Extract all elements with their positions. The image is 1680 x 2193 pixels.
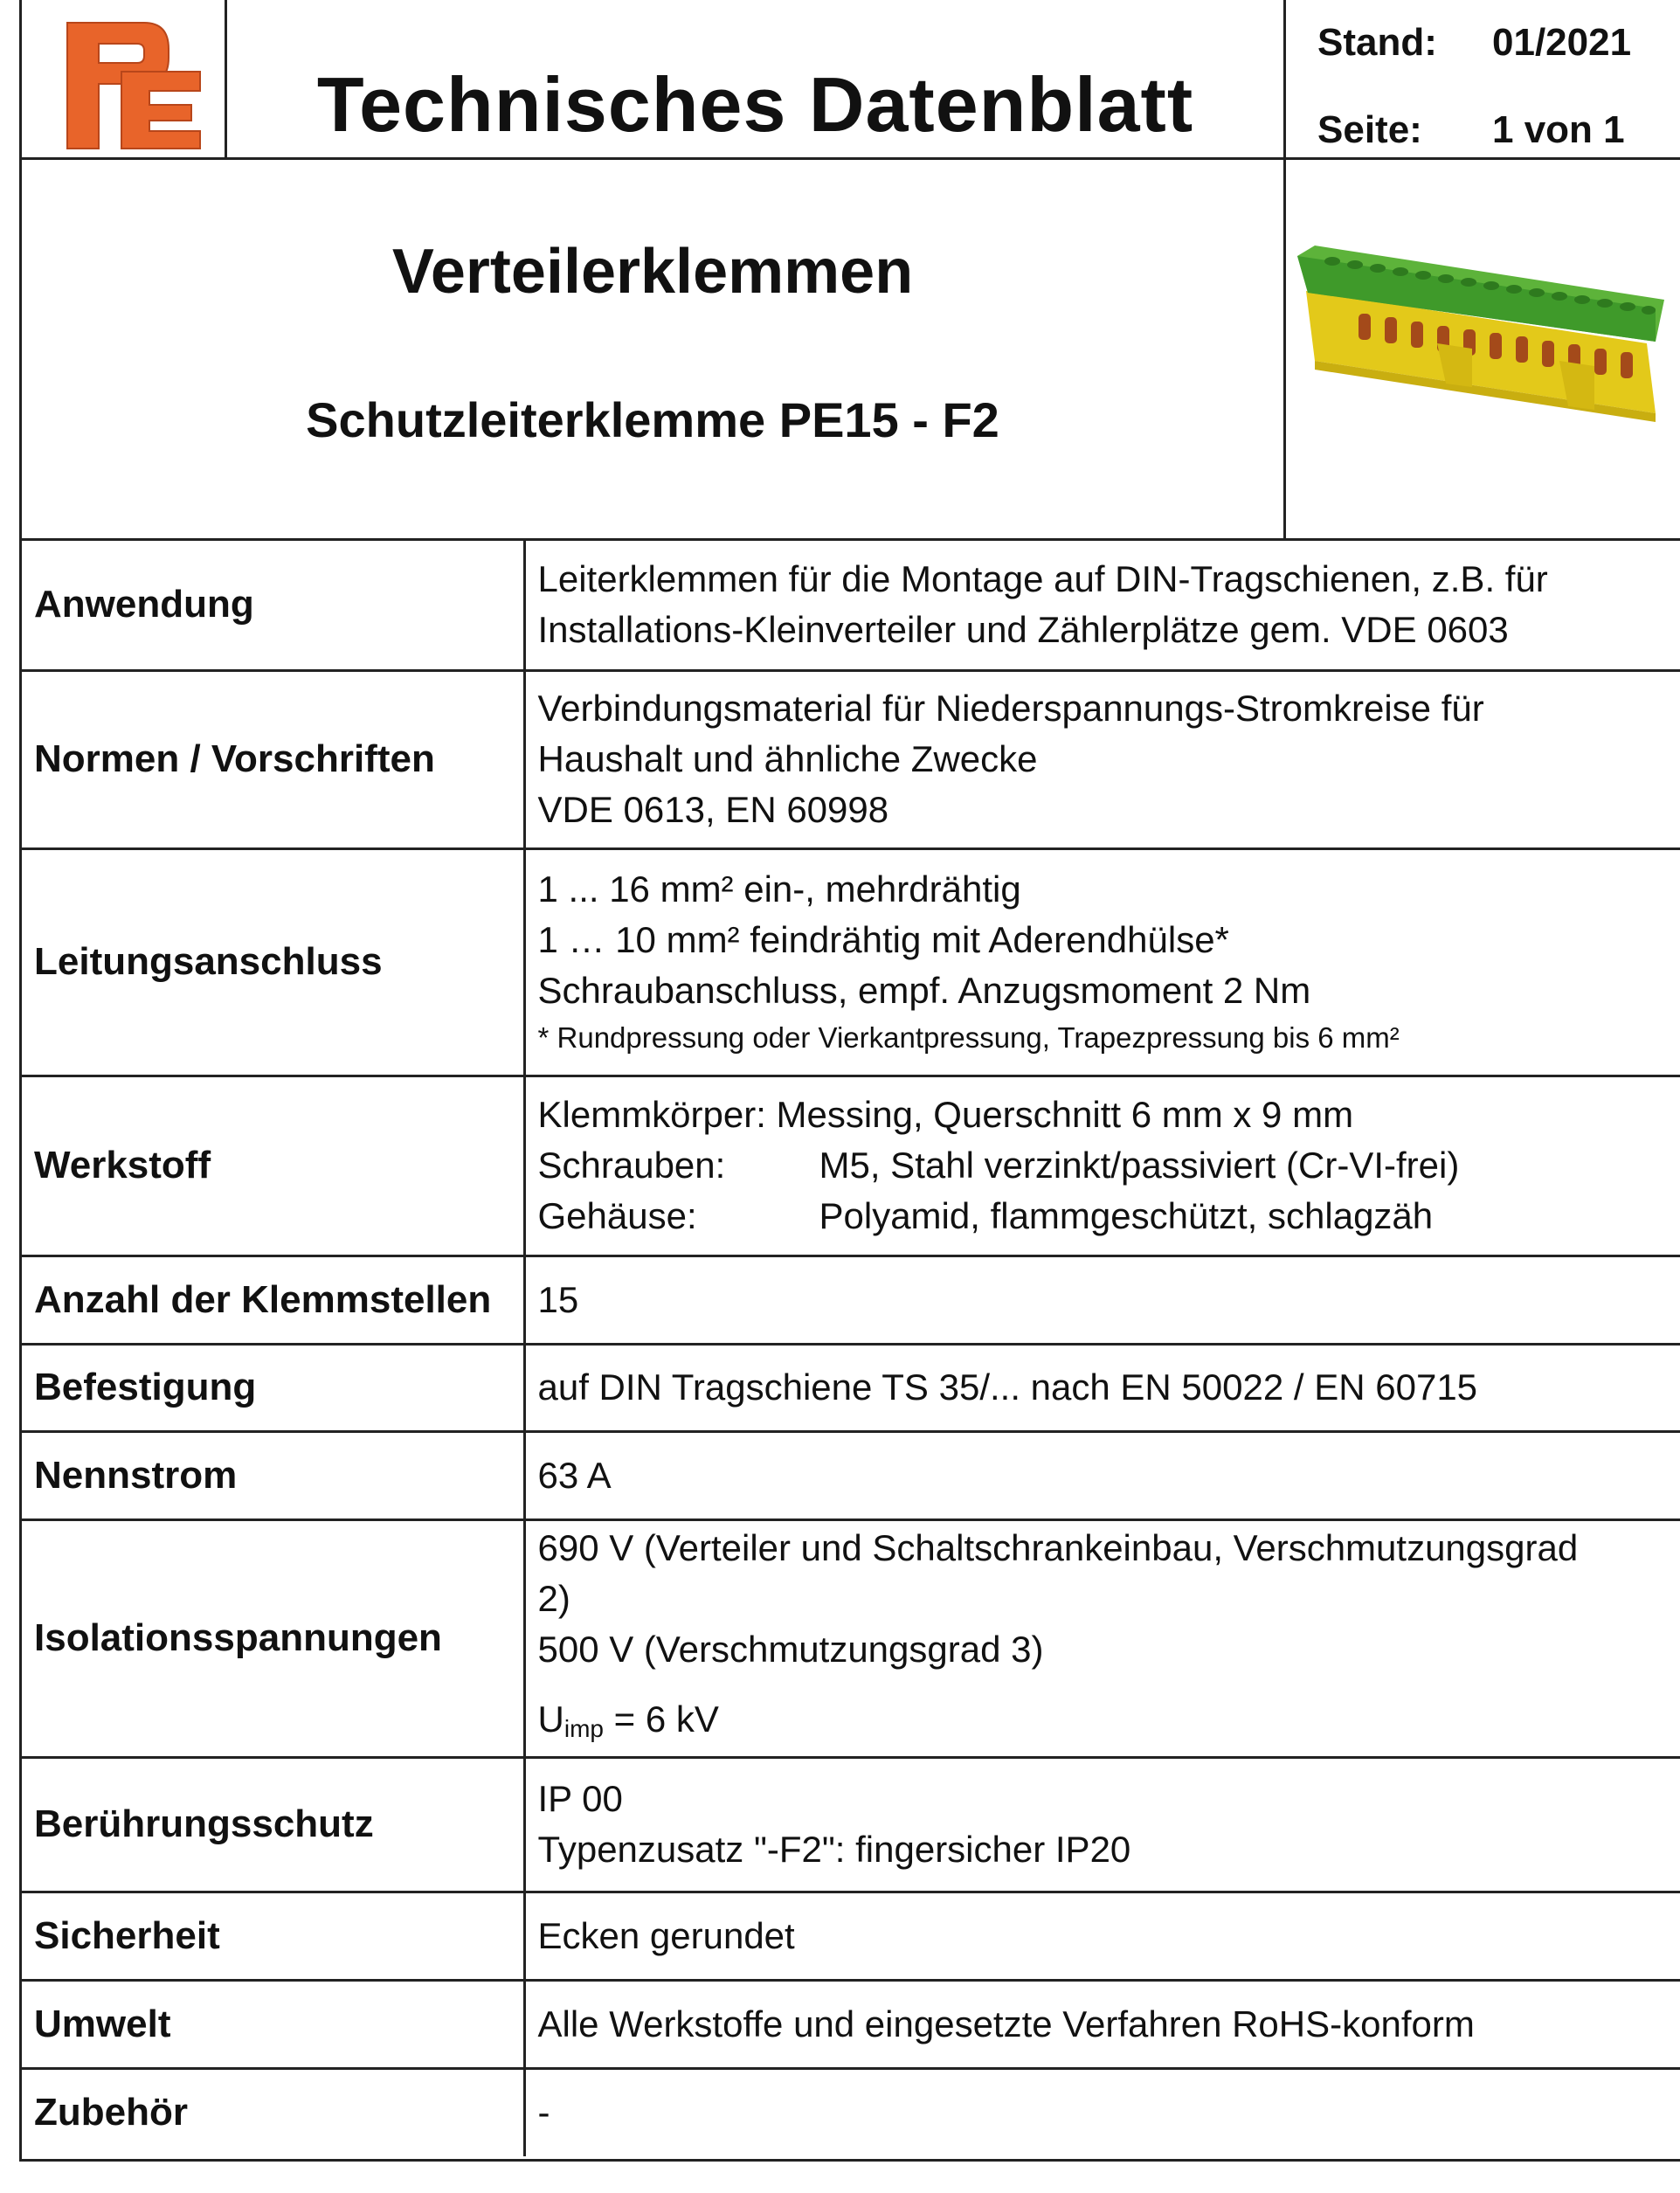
label-zubehoer: Zubehör	[22, 2068, 524, 2156]
seite-label: Seite:	[1317, 108, 1422, 151]
label-sicherheit: Sicherheit	[22, 1892, 524, 1980]
row-leitungsanschluss	[22, 848, 1680, 1076]
value-leitungsanschluss	[524, 848, 1680, 1076]
meta-cell	[1286, 0, 1680, 157]
row-anwendung	[22, 541, 1680, 670]
text-line: Haushalt und ähnliche Zwecke	[537, 738, 1038, 779]
seite-value: 1 von 1	[1492, 108, 1625, 151]
logo-cell	[22, 0, 227, 157]
label-umwelt: Umwelt	[22, 1980, 524, 2068]
company-logo	[64, 19, 204, 152]
datasheet	[19, 0, 1680, 2162]
uimp-symbol: U	[537, 1698, 564, 1740]
gehaeuse-value: Polyamid, flammgeschützt, schlagzäh	[819, 1195, 1434, 1236]
row-werkstoff	[22, 1076, 1680, 1256]
text-line: IP 00	[537, 1778, 623, 1819]
value-befestigung: auf DIN Tragschiene TS 35/... nach EN 50022 / EN 60715	[524, 1344, 1680, 1431]
uimp-line	[538, 1694, 1675, 1754]
gehaeuse-line	[538, 1191, 1675, 1242]
label-leitungsanschluss: Leitungsanschluss	[22, 848, 524, 1076]
text-line: Installations-Kleinverteiler und Zählerplätze gem. VDE 0603	[537, 609, 1509, 651]
text-line: 1 ... 16 mm² ein-, mehrdrähtig	[537, 868, 1021, 910]
value-normen	[524, 670, 1680, 848]
schrauben-value: M5, Stahl verzinkt/passiviert (Cr-VI-frei)	[819, 1145, 1460, 1186]
stand-value: 01/2021	[1492, 21, 1632, 64]
uimp-subscript: imp	[563, 1714, 604, 1742]
label-nennstrom: Nennstrom	[22, 1431, 524, 1519]
label-isolation: Isolationsspannungen	[22, 1519, 524, 1757]
header	[22, 0, 1680, 160]
terminal-block-image	[1297, 239, 1673, 439]
row-sicherheit	[22, 1892, 1680, 1980]
text-line: 690 V (Verteiler und Schaltschrankeinbau, Verschmutzungsgrad	[537, 1526, 1579, 1568]
row-umwelt	[22, 1980, 1680, 2068]
label-werkstoff: Werkstoff	[22, 1076, 524, 1256]
footnote: * Rundpressung oder Vierkantpressung, Trapezpressung bis 6 mm²	[537, 1021, 1400, 1054]
value-anzahl: 15	[524, 1256, 1680, 1344]
text-line: 2)	[537, 1577, 570, 1619]
label-anwendung: Anwendung	[22, 541, 524, 670]
row-anzahl	[22, 1256, 1680, 1344]
text-line: Klemmkörper: Messing, Querschnitt 6 mm x 9 mm	[537, 1094, 1354, 1135]
gehaeuse-key: Gehäuse:	[537, 1195, 697, 1236]
spacer	[538, 1675, 1675, 1694]
row-normen	[22, 670, 1680, 848]
value-nennstrom: 63 A	[524, 1431, 1680, 1519]
label-beruehrung: Berührungsschutz	[22, 1757, 524, 1892]
stand-label: Stand:	[1317, 21, 1437, 64]
row-zubehoer	[22, 2068, 1680, 2156]
text-line: Verbindungsmaterial für Niederspannungs-Stromkreise für	[537, 688, 1484, 729]
label-normen: Normen / Vorschriften	[22, 670, 524, 848]
value-beruehrung	[524, 1757, 1680, 1892]
value-zubehoer: -	[524, 2068, 1680, 2156]
text-line: 500 V (Verschmutzungsgrad 3)	[537, 1628, 1044, 1670]
label-befestigung: Befestigung	[22, 1344, 524, 1431]
label-anzahl: Anzahl der Klemmstellen	[22, 1256, 524, 1344]
value-anwendung	[524, 541, 1680, 670]
product-title: Verteilerklemmen	[391, 237, 914, 307]
stand-row	[1317, 21, 1631, 65]
title-cell	[227, 0, 1286, 157]
value-umwelt: Alle Werkstoffe und eingesetzte Verfahren RoHS-konform	[524, 1980, 1680, 2068]
document-title: Technisches Datenblatt	[316, 61, 1194, 148]
text-line: Schraubanschluss, empf. Anzugsmoment 2 Nm	[537, 970, 1311, 1011]
value-sicherheit: Ecken gerundet	[524, 1892, 1680, 1980]
seite-row	[1317, 108, 1625, 152]
product-section	[22, 160, 1680, 541]
value-werkstoff	[524, 1076, 1680, 1256]
product-subtitle: Schutzleiterklemme PE15 - F2	[306, 392, 999, 447]
text-line: 1 … 10 mm² feindrähtig mit Aderendhülse*	[537, 919, 1229, 960]
product-heading	[22, 160, 1286, 538]
schrauben-key: Schrauben:	[537, 1145, 726, 1186]
row-isolation	[22, 1519, 1680, 1757]
uimp-value: = 6 kV	[603, 1698, 719, 1740]
value-isolation	[524, 1519, 1680, 1757]
spec-table	[22, 541, 1680, 2156]
row-nennstrom	[22, 1431, 1680, 1519]
schrauben-line	[538, 1140, 1675, 1191]
text-line: Leiterklemmen für die Montage auf DIN-Tragschienen, z.B. für	[537, 558, 1548, 600]
text-line: VDE 0613, EN 60998	[537, 789, 889, 830]
row-befestigung	[22, 1344, 1680, 1431]
row-beruehrung	[22, 1757, 1680, 1892]
text-line: Typenzusatz "-F2": fingersicher IP20	[537, 1829, 1131, 1870]
